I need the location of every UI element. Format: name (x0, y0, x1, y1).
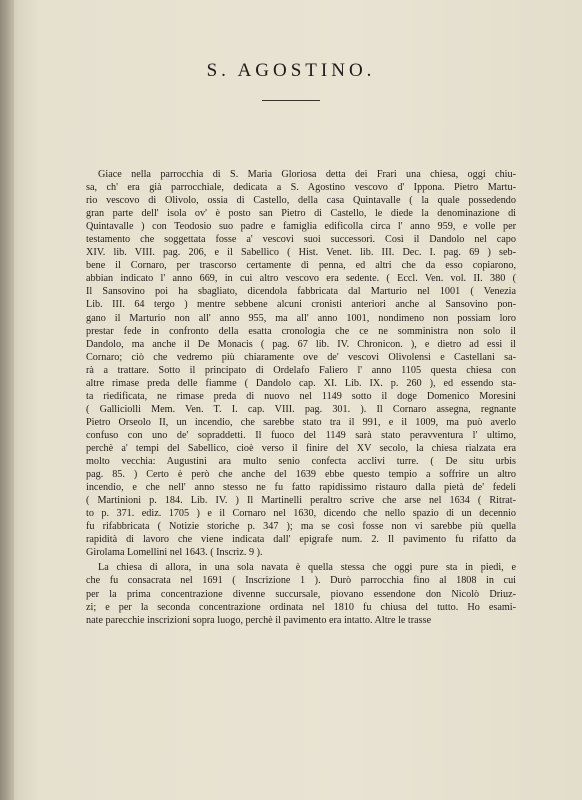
text-line: rio vescovo di Olivolo, ossia di Castello, della casa Quintavalle ( la quale possedendo (86, 195, 516, 207)
text-line: nate parecchie inscrizioni sopra luogo, perchè il pavimento era intatto. Altre le trasse (86, 614, 432, 626)
text-line: gano il Marturio non all' anno 955, ma all' anno 1001, nondimeno non possiam loro (86, 312, 516, 324)
text-line: perchè a' tempi del Sabellico, cioè verso il finire del XV secolo, la chiesa rialzata era (86, 442, 516, 454)
binding-gutter (0, 0, 14, 800)
text-line: La chiesa di allora, in una sola navata è quella stessa che oggi pure sta in piedi, e (98, 562, 516, 574)
text-line: per la prima concentrazione divenne succursale, piovano essendone don Nicolò Driuz- (86, 588, 516, 600)
text-line: fu rifabbricata ( Notizie storiche p. 347 ); ma se così fosse non vi sarebbe più quella (86, 521, 516, 533)
text-line: che fu consacrata nel 1691 ( Inscrizione 1 ). Durò parrocchia fino al 1808 in cui (86, 575, 516, 587)
text-line: testamento che soggettata fosse a' vescovi suoi successori. Così il Dandolo nel capo (86, 234, 516, 246)
text-line: Dandolo, ma anche il De Monacis ( pag. 67 lib. IV. Chronicon. ), e dietro ad essi il (86, 338, 516, 350)
text-line: Pietro Orseolo II, un incendio, che sarebbe stato tra il 991, e il 1009, ma può averlo (86, 416, 516, 428)
text-line: altre rimase preda delle fiamme ( Dandolo cap. XI. Lib. IX. p. 260 ), ed essendo sta- (86, 377, 516, 389)
text-line: Cornaro; ciò che vedremo più chiaramente ove de' vescovi Olivolensi e Castellani sa- (86, 351, 516, 363)
text-line: rà a trattare. Sotto il principato di Ordelafo Faliero l' anno 1105 questa chiesa con (86, 364, 516, 376)
text-line: ( Martinioni p. 184. Lib. IV. ) Il Martinelli peraltro scrive che arse nel 1634 ( Ritrat- (86, 495, 516, 507)
text-line: zi; e per la seconda concentrazione ordinata nel 1810 fu chiusa del tutto. Ho esami- (86, 601, 516, 613)
title-rule (262, 100, 320, 101)
text-line: confuso con uno de' sopraddetti. Il fuoco del 1149 sarà stato peravventura l' ultimo, (86, 429, 516, 441)
text-line: gran parte dell' isola ov' è posto san Pietro di Castello, le diede la denominazione di (86, 208, 516, 220)
text-line: to p. 371. ediz. 1705 ) e il Cornaro nel 1630, dicendo che nello spazio di un decennio (86, 508, 516, 520)
paragraph-1 (86, 168, 516, 559)
text-line: bene il Cornaro, per trascorso certamente di penna, ed altri che da esso copiarono, (86, 260, 516, 272)
text-line: ta riedificata, ne rimase preda di nuovo nel 1149 sotto il doge Domenico Moresini (86, 390, 516, 402)
text-line: molto vecchia: Augustini ara multo senio confecta acclivi turre. ( De situ urbis (86, 456, 516, 468)
text-line: incendio, e che nell' anno stesso ne fu fatto rapidissimo ristauro dalla pietà de' fedeli (86, 482, 516, 494)
text-line: sa, ch' era già parrocchiale, dedicata a S. Agostino vescovo d' Ippona. Pietro Martu- (86, 182, 516, 194)
body-text (86, 168, 516, 627)
page-title: S. AGOSTINO. (206, 60, 376, 81)
text-line: Quintavalle ) con Teodosio suo padre e famiglia edificolla circa l' anno 959, e volle per (86, 221, 516, 233)
text-line: ( Galliciolli Mem. Ven. T. I. cap. VIII. pag. 301. ). Il Cornaro assegna, regnante (86, 403, 516, 415)
text-line: Lib. III. 64 tergo ) mentre sebbene alcuni cronisti anteriori anche al Sansovino pon- (86, 299, 516, 311)
text-line: rapidità di lavoro che viene indicata dall' epigrafe num. 2. Il pavimento fu rifatto da (86, 534, 516, 546)
text-line: Giace nella parrocchia di S. Maria Gloriosa detta dei Frari una chiesa, oggi chiu- (98, 169, 516, 180)
text-line: XIV. lib. VIII. pag. 206, e il Sabellico ( Hist. Venet. lib. III. Dec. I. pag. 69 ) seb- (86, 247, 516, 259)
text-line: abbian indicato l' anno 669, in cui altro vescovo era sedente. ( Eccl. Ven. vol. II. 380 ( (86, 273, 516, 285)
text-line: pag. 85. ) Certo è però che anche del 1639 ebbe questo tempio a soffrire un altro (86, 469, 516, 481)
text-line: Il Sansovino poi ha sbagliato, dicendola fabbricata dal Marturio nel 1001 ( Venezia (86, 286, 516, 298)
text-line: prestar fede in confronto della esatta cronologia che ce ne somministra non solo il (86, 325, 516, 337)
paragraph-2 (86, 561, 516, 626)
text-line: Girolama Lomellini nel 1643. ( Inscriz. 9 ). (86, 547, 263, 559)
